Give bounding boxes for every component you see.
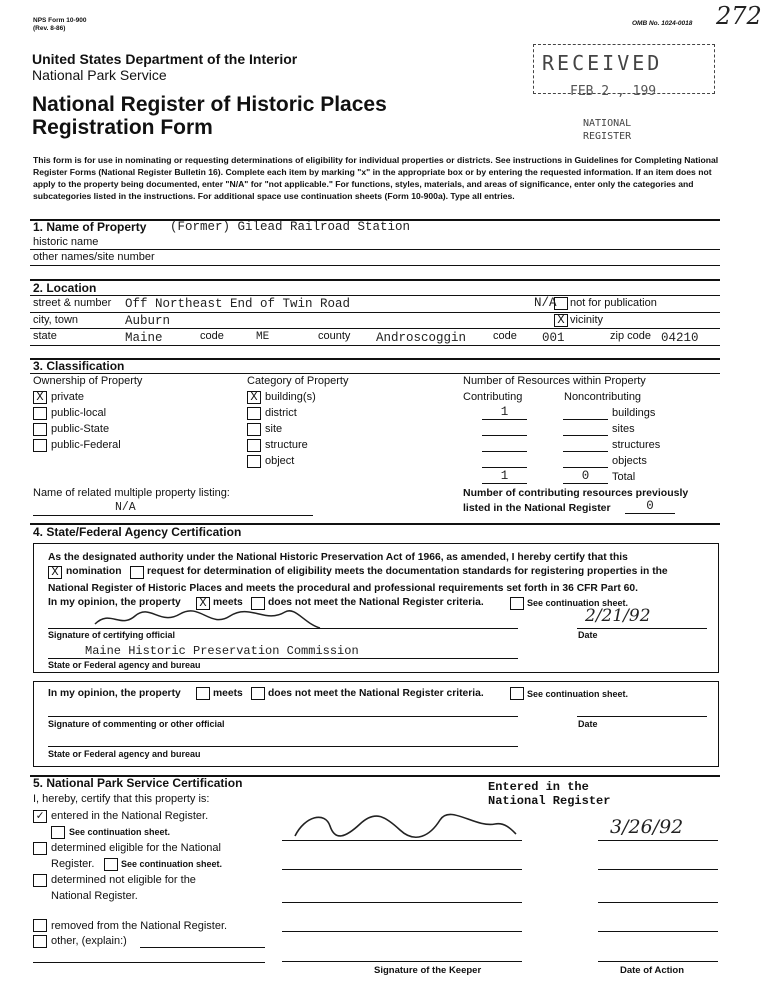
category-building-checkbox[interactable]: X [247, 391, 261, 404]
street-value[interactable]: Off Northeast End of Twin Road [125, 297, 351, 311]
keeper-signature-label: Signature of the Keeper [374, 965, 482, 976]
other-label: other, (explain:) [51, 935, 127, 947]
ownership-public-local-label: public-local [51, 407, 107, 419]
property-name-value[interactable]: (Former) Gilead Railroad Station [170, 220, 411, 234]
form-title-line1: National Register of Historic Places [32, 93, 387, 116]
resources-title: Number of Resources within Property [463, 375, 646, 387]
category-district-checkbox[interactable] [247, 407, 261, 420]
stamp-register: REGISTER [583, 131, 632, 142]
previously-listed-value[interactable]: 0 [646, 499, 654, 513]
entered-continuation-label: See continuation sheet. [69, 827, 171, 837]
request-label: request for determination of eligibility meets the documentation standards for registering properties in the [147, 566, 668, 577]
determined-eligible-label: determined eligible for the National [51, 842, 221, 854]
not-for-publication-label: not for publication [570, 297, 657, 309]
state-value[interactable]: Maine [125, 331, 163, 345]
opinion2-does-not-meet-label: does not meet the National Register criteria. [268, 688, 484, 699]
date-of-action-label: Date of Action [620, 965, 685, 976]
not-eligible-label: determined not eligible for the [51, 874, 196, 886]
eligible-continuation-checkbox[interactable] [104, 858, 118, 871]
category-structure-checkbox[interactable] [247, 439, 261, 452]
multiple-listing-value[interactable]: N/A [115, 501, 136, 514]
entered-label: entered in the National Register. [51, 810, 209, 822]
resources-objects-label: objects [612, 455, 647, 467]
continuation-label: See continuation sheet. [527, 598, 629, 608]
meets-label: meets [213, 597, 243, 608]
meets-checkbox[interactable]: X [196, 597, 210, 610]
resources-structures-label: structures [612, 439, 661, 451]
noncontributing-header: Noncontributing [564, 391, 642, 403]
opinion2-continuation-label: See continuation sheet. [527, 689, 629, 699]
ownership-title: Ownership of Property [33, 375, 143, 387]
opinion2-meets-checkbox[interactable] [196, 687, 210, 700]
entered-checkbox[interactable]: ✓ [33, 810, 47, 823]
instructions-text: This form is for use in nominating or requesting determinations of eligibility for individual properties or districts. See instructions in Guidelines for Completing National Register Forms (National Register Bulletin 16). Complete each item by marking "x" in the appropriate box or by entering the requested information. If an item does not apply to the property being documented, enter "N/A" for "not applicable." For functions, styles, materials, and areas of significance, enter only the categories and subcategories listed in the instructions. For additional space use continuation sheets (Form 10-900a). Type all entries. [33, 155, 719, 201]
resources-sites-label: sites [612, 423, 635, 435]
agency2-label: State or Federal agency and bureau [48, 749, 201, 759]
nomination-checkbox[interactable]: X [48, 566, 62, 579]
section5-heading: 5. National Park Service Certification [33, 776, 243, 790]
section2-heading: 2. Location [33, 281, 97, 295]
ownership-public-state-label: public-State [51, 423, 110, 435]
vicinity-label: vicinity [570, 314, 604, 326]
continuation-checkbox[interactable] [510, 597, 524, 610]
category-building-label: building(s) [265, 391, 316, 403]
vicinity-checkbox[interactable]: X [554, 314, 568, 327]
state-code-value[interactable]: ME [256, 331, 270, 343]
other-names-label: other names/site number [33, 251, 155, 263]
not-for-publication-checkbox[interactable] [554, 297, 568, 310]
other-checkbox[interactable] [33, 935, 47, 948]
removed-checkbox[interactable] [33, 919, 47, 932]
category-object-label: object [265, 455, 295, 467]
entered-continuation-checkbox[interactable] [51, 826, 65, 839]
section1-heading: 1. Name of Property [33, 220, 147, 234]
category-title: Category of Property [247, 375, 349, 387]
does-not-meet-label: does not meet the National Register criteria. [268, 597, 484, 608]
entered-stamp-line2: National Register [488, 794, 611, 808]
received-stamp-date: FEB 2 , 199 [570, 84, 657, 99]
not-for-publication-value[interactable]: N/A [534, 296, 557, 310]
multiple-listing-label: Name of related multiple property listing: [33, 487, 230, 499]
category-district-label: district [265, 407, 297, 419]
agency-label: State or Federal agency and bureau [48, 660, 201, 670]
opinion2-continuation-checkbox[interactable] [510, 687, 524, 700]
commenting-signature-label: Signature of commenting or other official [48, 719, 225, 729]
section4-heading: 4. State/Federal Agency Certification [33, 525, 242, 539]
received-stamp-text: RECEIVED [542, 51, 663, 75]
contributing-header: Contributing [463, 391, 523, 403]
county-value[interactable]: Androscoggin [376, 331, 467, 345]
contributing-buildings[interactable]: 1 [500, 405, 509, 419]
agency-name: National Park Service [32, 67, 167, 83]
cert-statement-line1: As the designated authority under the National Historic Preservation Act of 1966, as amended, I hereby certify that this [48, 552, 628, 563]
section3-heading: 3. Classification [33, 359, 125, 373]
state-label: state [33, 330, 57, 342]
category-site-checkbox[interactable] [247, 423, 261, 436]
determined-eligible-checkbox[interactable] [33, 842, 47, 855]
cert-date-value: 2/21/92 [585, 606, 651, 626]
noncontributing-total[interactable]: 0 [581, 469, 590, 483]
city-value[interactable]: Auburn [125, 314, 171, 328]
resources-total-label: Total [612, 471, 636, 483]
state-code-label: code [200, 330, 224, 342]
street-label: street & number [33, 297, 112, 309]
entered-stamp-line1: Entered in the [488, 780, 589, 794]
zip-label: zip code [610, 330, 651, 342]
ownership-private-checkbox[interactable]: X [33, 391, 47, 404]
stamp-national: NATIONAL [583, 118, 632, 129]
county-code-label: code [493, 330, 517, 342]
ownership-private-label: private [51, 391, 85, 403]
opinion2-label: In my opinion, the property [48, 688, 181, 699]
not-eligible-checkbox[interactable] [33, 874, 47, 887]
resources-buildings-label: buildings [612, 407, 656, 419]
zip-value[interactable]: 04210 [661, 331, 699, 345]
previously-listed-label-1: Number of contributing resources previously [463, 487, 689, 499]
omb-number: OMB No. 1024-0018 [632, 20, 693, 27]
request-checkbox[interactable] [130, 566, 144, 579]
county-label: county [318, 330, 351, 342]
previously-listed-label-2: listed in the National Register [463, 502, 611, 514]
form-number: NPS Form 10-900 [33, 17, 87, 24]
historic-name-label: historic name [33, 236, 99, 248]
category-site-label: site [265, 423, 283, 435]
handwritten-number: 272 [716, 2, 762, 30]
category-object-checkbox[interactable] [247, 455, 261, 468]
cert-statement-line3: National Register of Historic Places and meets the procedural and professional requirements set forth in 36 CFR Part 60. [48, 583, 638, 594]
form-revision: (Rev. 8-86) [33, 25, 66, 32]
ownership-public-local-checkbox[interactable] [33, 407, 47, 420]
eligible-continuation-label: See continuation sheet. [121, 859, 223, 869]
certifying-signature-label: Signature of certifying official [48, 630, 176, 640]
category-structure-label: structure [265, 439, 308, 451]
county-code-value[interactable]: 001 [542, 331, 565, 345]
contributing-total[interactable]: 1 [500, 469, 509, 483]
agency-value[interactable]: Maine Historic Preservation Commission [85, 644, 359, 658]
form-title-line2: Registration Form [32, 116, 213, 139]
removed-label: removed from the National Register. [51, 920, 228, 932]
opinion2-meets-label: meets [213, 688, 243, 699]
commenting-date-label: Date [578, 719, 598, 729]
not-eligible-label-2: National Register. [51, 890, 138, 902]
department-name: United States Department of the Interior [32, 51, 298, 67]
nomination-label: nomination [66, 566, 122, 577]
opinion-label: In my opinion, the property [48, 597, 181, 608]
ownership-public-federal-label: public-Federal [51, 439, 121, 451]
determined-eligible-label-2: Register. [51, 858, 95, 870]
ownership-public-state-checkbox[interactable] [33, 423, 47, 436]
keeper-date-value: 3/26/92 [610, 816, 684, 838]
ownership-public-federal-checkbox[interactable] [33, 439, 47, 452]
opinion2-does-not-meet-checkbox[interactable] [251, 687, 265, 700]
cert-date-label: Date [578, 630, 598, 640]
certify-label: I, hereby, certify that this property is: [33, 793, 210, 805]
city-label: city, town [33, 314, 79, 326]
